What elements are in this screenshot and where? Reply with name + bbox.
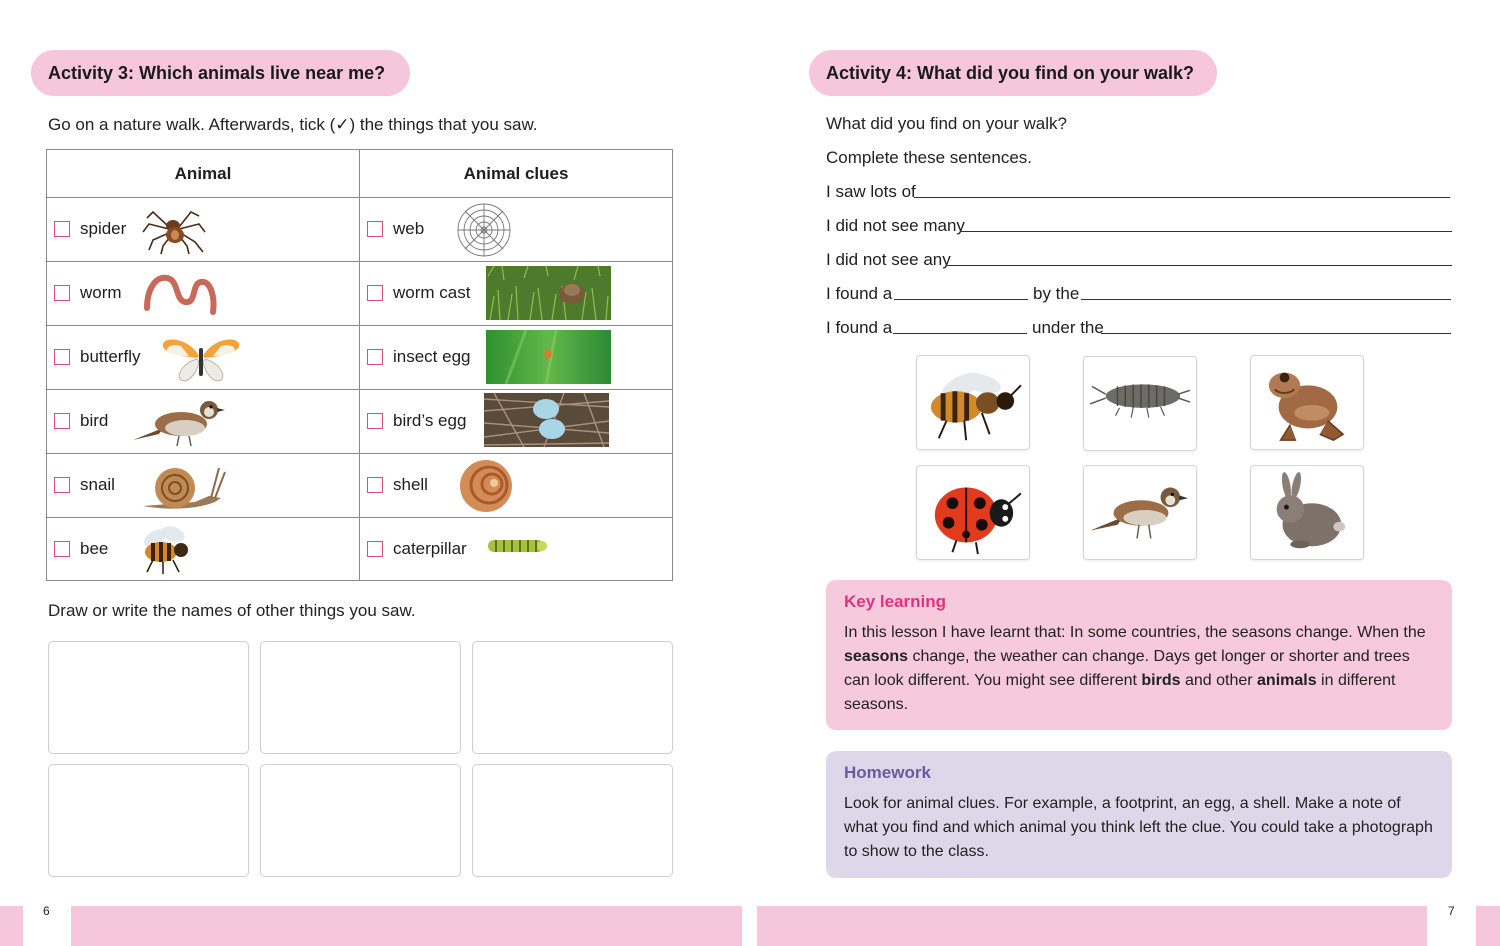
activity-4-title: Activity 4: What did you find on your walk? [809,50,1217,96]
table-row-snail[interactable] [47,453,115,517]
page-number-right: 7 [1448,904,1455,918]
table-row-caterpillar[interactable] [360,517,467,581]
footer-band-left [71,906,742,946]
homework-text: Look for animal clues. For example, a footprint, an egg, a shell. Make a note of what you find and which animal you think left the clue. You could take a photograph to show to the class. [844,795,1433,860]
draw-box[interactable] [472,641,673,754]
checkbox[interactable] [54,221,70,237]
caterpillar-image [484,532,548,562]
animal-label: worm [80,283,122,302]
draw-box[interactable] [472,764,673,877]
walk-question: What did you find on your walk? [826,114,1067,133]
table-row-butterfly[interactable] [47,325,140,389]
shell-image [456,459,516,513]
clue-label: web [393,219,425,238]
key-learning-title: Key learning [844,592,947,611]
table-row-worm-cast[interactable] [360,261,470,325]
sentence-4-start: I found a [826,284,893,303]
bee-photo [916,355,1030,450]
table-row-birds-egg[interactable] [360,389,466,453]
worm-image [141,268,221,318]
checkbox[interactable] [54,541,70,557]
answer-line[interactable] [1081,299,1451,300]
checkbox[interactable] [367,477,383,493]
animal-label: spider [80,219,127,238]
sentence-4-middle: by the [1033,284,1080,303]
butterfly-image [159,334,243,384]
answer-line[interactable] [1101,333,1451,334]
sentence-5-middle: under the [1032,318,1104,337]
table-row-spider[interactable] [47,197,126,261]
footer-band-left-edge [0,906,23,946]
page-number-left: 6 [43,904,50,918]
animal-table [46,149,673,581]
footer-band-right-edge [1476,906,1500,946]
header-animal-clues: Animal clues [463,164,569,183]
checkbox[interactable] [367,285,383,301]
animal-label: butterfly [80,347,141,366]
snail-image [135,458,227,514]
footer-band-right [757,906,1427,946]
spider-image [139,202,209,256]
header-animal: Animal [174,164,232,183]
answer-line[interactable] [960,231,1452,232]
answer-line[interactable] [947,265,1452,266]
animal-label: bird [80,411,109,430]
draw-box[interactable] [260,641,461,754]
worm-cast-photo [486,266,611,320]
table-row-bird[interactable] [47,389,108,453]
rabbit-photo [1250,465,1364,560]
draw-box[interactable] [260,764,461,877]
key-learning-box [826,580,1452,730]
table-row-insect-egg[interactable] [360,325,471,389]
checkbox[interactable] [54,285,70,301]
clue-label: shell [393,475,428,494]
web-image [455,202,513,258]
sparrow-image [129,392,229,448]
checkbox[interactable] [367,349,383,365]
activity-3-title: Activity 3: Which animals live near me? [31,50,410,96]
activity-3-instruction: Go on a nature walk. Afterwards, tick (✓) the things that you saw. [48,115,538,134]
sentence-2: I did not see many [826,216,965,235]
ladybird-photo [916,465,1030,560]
answer-line[interactable] [893,333,1027,334]
animal-label: snail [80,475,115,494]
sentence-1: I saw lots of [826,182,916,201]
birds-egg-photo [484,393,609,447]
key-learning-text: In this lesson I have learnt that: In some countries, the seasons change. When the seasons change, the weather can change. Days get longer or shorter and trees can look different. You might see different birds and other animals in different seasons. [844,624,1426,713]
complete-prompt: Complete these sentences. [826,148,1033,167]
draw-box[interactable] [48,764,249,877]
table-row-shell[interactable] [360,453,428,517]
checkbox[interactable] [367,221,383,237]
homework-title: Homework [844,763,931,782]
checkbox[interactable] [54,477,70,493]
checkbox[interactable] [367,541,383,557]
sentence-5-start: I found a [826,318,893,337]
answer-line[interactable] [914,197,1450,198]
bee-image [133,520,201,576]
checkbox[interactable] [367,413,383,429]
insect-egg-photo [486,330,611,384]
bold-animals: animals [1257,672,1317,689]
table-row-web[interactable] [360,197,424,261]
bold-birds: birds [1141,672,1181,689]
sparrow-photo [1083,465,1197,560]
draw-prompt: Draw or write the names of other things you saw. [48,601,416,620]
table-row-worm[interactable] [47,261,122,325]
clue-label: caterpillar [393,539,467,558]
frog-photo [1250,355,1364,450]
sentence-3: I did not see any [826,250,951,269]
answer-line[interactable] [894,299,1028,300]
clue-label: bird’s egg [393,411,467,430]
bold-seasons: seasons [844,648,909,665]
animal-label: bee [80,539,109,558]
clue-label: insect egg [393,347,471,366]
homework-box [826,751,1452,878]
woodlouse-photo [1083,356,1197,451]
checkbox[interactable] [54,349,70,365]
table-row-bee[interactable] [47,517,108,581]
checkbox[interactable] [54,413,70,429]
draw-box[interactable] [48,641,249,754]
clue-label: worm cast [393,283,471,302]
